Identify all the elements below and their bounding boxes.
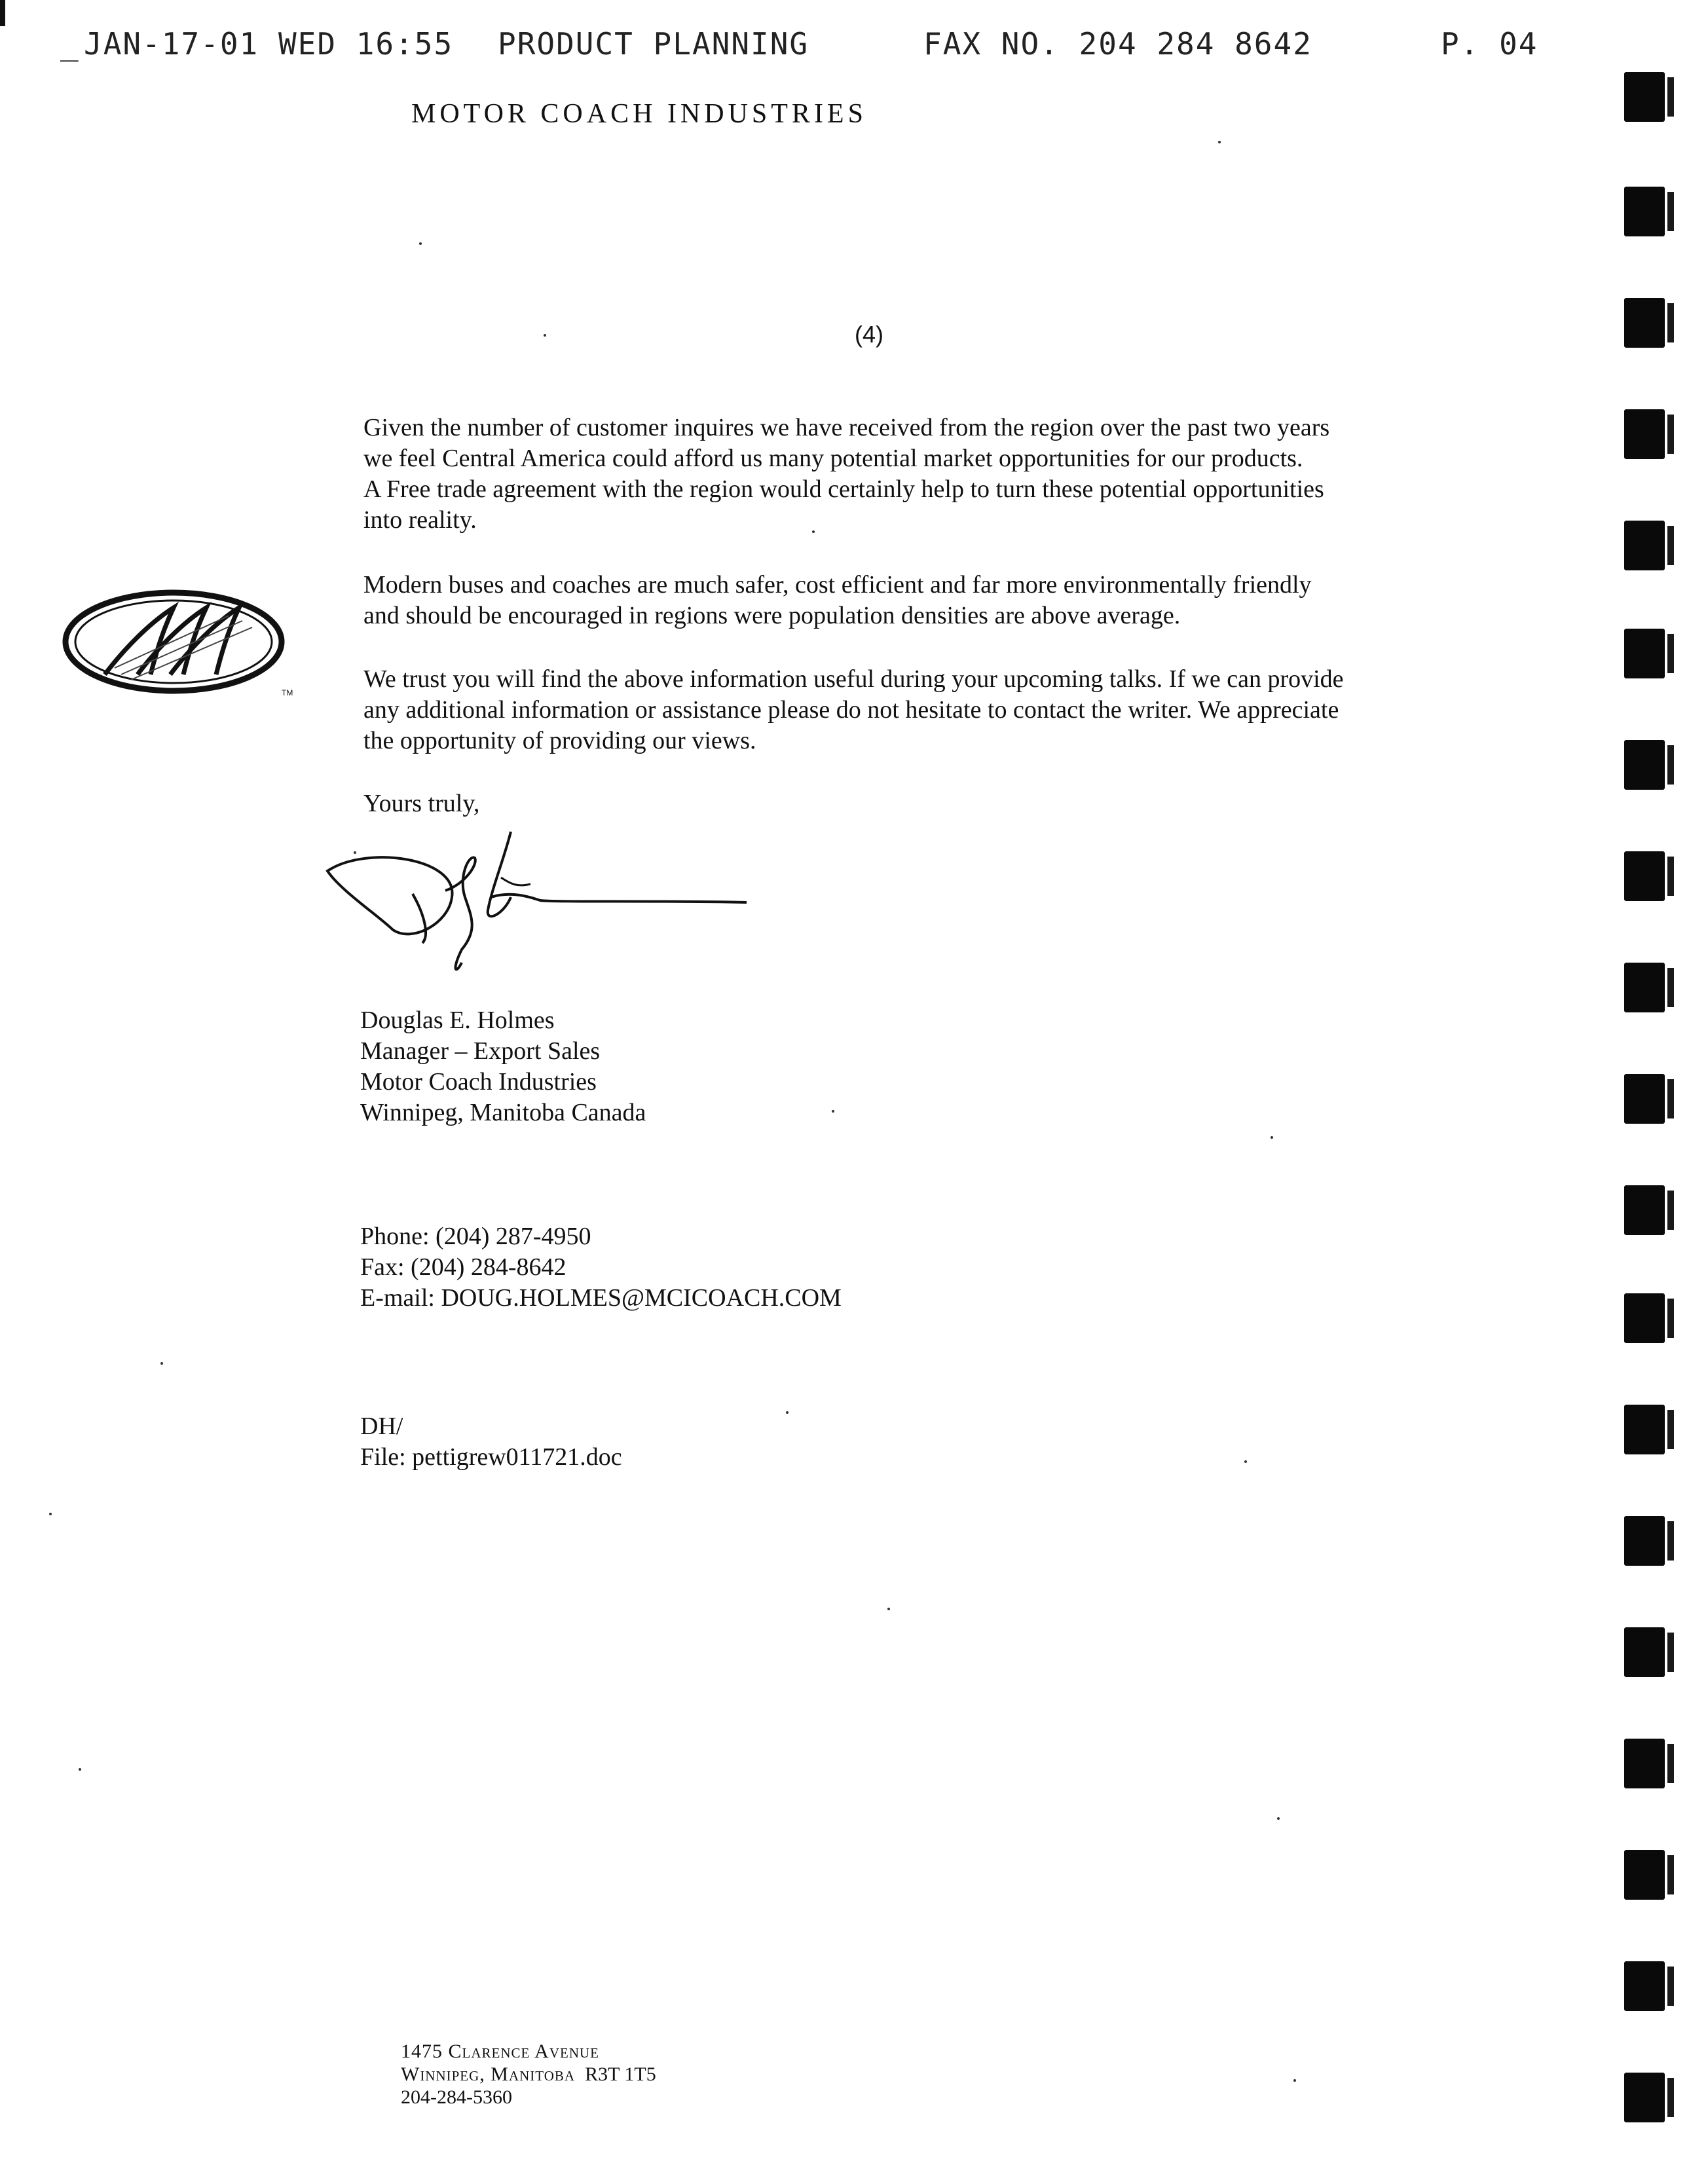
scan-speck bbox=[354, 851, 356, 854]
scan-speck bbox=[79, 1768, 81, 1771]
scan-speck bbox=[812, 530, 815, 533]
binding-hole bbox=[1624, 1185, 1665, 1235]
address-city: Winnipeg, Manitoba bbox=[401, 2063, 576, 2085]
binding-hole bbox=[1624, 2073, 1665, 2122]
paragraph-3-line: any additional information or assistance please do not hesitate to contact the writer. We appreciate bbox=[363, 696, 1339, 724]
scan-speck bbox=[1218, 141, 1221, 143]
signer-name: Douglas E. Holmes bbox=[360, 1007, 555, 1034]
closing: Yours truly, bbox=[363, 790, 480, 817]
paragraph-3-line: We trust you will find the above information useful during your upcoming talks. If we can provide bbox=[363, 665, 1344, 693]
scan-speck bbox=[1277, 1817, 1280, 1820]
binding-strip bbox=[1618, 0, 1708, 2180]
fax-number: FAX NO. 204 284 8642 bbox=[923, 26, 1312, 62]
signer-block bbox=[360, 1005, 646, 1128]
address-postal: R3T 1T5 bbox=[585, 2063, 656, 2085]
address-street: 1475 Clarence Avenue bbox=[401, 2041, 599, 2062]
paragraph-1-line: A Free trade agreement with the region would certainly help to turn these potential opportunities bbox=[363, 475, 1324, 503]
binding-hole bbox=[1624, 1627, 1665, 1677]
binding-hole bbox=[1624, 963, 1665, 1012]
binding-hole bbox=[1624, 1293, 1665, 1343]
binding-hole bbox=[1624, 1739, 1665, 1788]
scan-speck bbox=[1293, 2079, 1296, 2082]
scan-speck bbox=[832, 1110, 834, 1113]
address-city-line bbox=[401, 2063, 656, 2086]
scan-speck bbox=[1244, 1460, 1247, 1463]
binding-hole bbox=[1624, 1405, 1665, 1454]
binding-hole bbox=[1624, 1961, 1665, 2011]
binding-hole bbox=[1624, 851, 1665, 901]
reference-initials: DH/ bbox=[360, 1413, 403, 1440]
paragraph-1-line: into reality. bbox=[363, 506, 477, 534]
binding-hole bbox=[1624, 298, 1665, 348]
fax-department: PRODUCT PLANNING bbox=[498, 26, 809, 62]
page-number: (4) bbox=[855, 321, 883, 348]
paragraph-3 bbox=[363, 664, 1477, 756]
footer-address bbox=[401, 2040, 656, 2109]
mci-logo-icon bbox=[59, 583, 308, 707]
scan-speck bbox=[1271, 1136, 1273, 1139]
fax-date-time: JAN-17-01 WED 16:55 bbox=[84, 26, 454, 62]
fax-header bbox=[0, 21, 1708, 67]
signer-location: Winnipeg, Manitoba Canada bbox=[360, 1099, 646, 1126]
paragraph-1 bbox=[363, 413, 1477, 536]
scan-speck bbox=[419, 242, 422, 245]
scan-speck bbox=[160, 1362, 163, 1365]
reference-block bbox=[360, 1411, 622, 1473]
reference-file: File: pettigrew011721.doc bbox=[360, 1443, 622, 1471]
contact-email: E-mail: DOUG.HOLMES@MCICOACH.COM bbox=[360, 1284, 842, 1312]
binding-hole bbox=[1624, 1850, 1665, 1900]
binding-hole bbox=[1624, 409, 1665, 459]
letterhead-company: MOTOR COACH INDUSTRIES bbox=[411, 99, 867, 129]
logo-trademark: TM bbox=[282, 688, 293, 697]
paragraph-2-line: and should be encouraged in regions were population densities are above average. bbox=[363, 602, 1181, 629]
scan-speck bbox=[887, 1608, 890, 1610]
binding-hole bbox=[1624, 1074, 1665, 1124]
binding-hole bbox=[1624, 521, 1665, 570]
paragraph-1-line: we feel Central America could afford us many potential market opportunities for our products. bbox=[363, 445, 1303, 472]
signer-title: Manager – Export Sales bbox=[360, 1037, 601, 1065]
paragraph-1-line: Given the number of customer inquires we have received from the region over the past two years bbox=[363, 414, 1330, 441]
binding-hole bbox=[1624, 629, 1665, 678]
paragraph-2 bbox=[363, 570, 1477, 631]
contact-phone: Phone: (204) 287-4950 bbox=[360, 1223, 591, 1250]
paragraph-3-line: the opportunity of providing our views. bbox=[363, 727, 756, 754]
scan-speck bbox=[786, 1411, 789, 1414]
binding-hole bbox=[1624, 740, 1665, 790]
fax-header-dash: _ bbox=[60, 26, 80, 62]
binding-hole bbox=[1624, 1516, 1665, 1566]
paragraph-2-line: Modern buses and coaches are much safer, cost efficient and far more environmentally friendly bbox=[363, 571, 1312, 599]
binding-hole bbox=[1624, 187, 1665, 236]
address-phone: 204-284-5360 bbox=[401, 2086, 512, 2108]
contact-block bbox=[360, 1221, 842, 1314]
signature-image bbox=[314, 819, 760, 989]
signer-company: Motor Coach Industries bbox=[360, 1068, 597, 1096]
scan-speck bbox=[544, 334, 546, 337]
scan-speck bbox=[49, 1513, 52, 1515]
fax-page-number: P. 04 bbox=[1441, 26, 1538, 62]
binding-hole bbox=[1624, 72, 1665, 122]
contact-fax: Fax: (204) 284-8642 bbox=[360, 1253, 566, 1281]
